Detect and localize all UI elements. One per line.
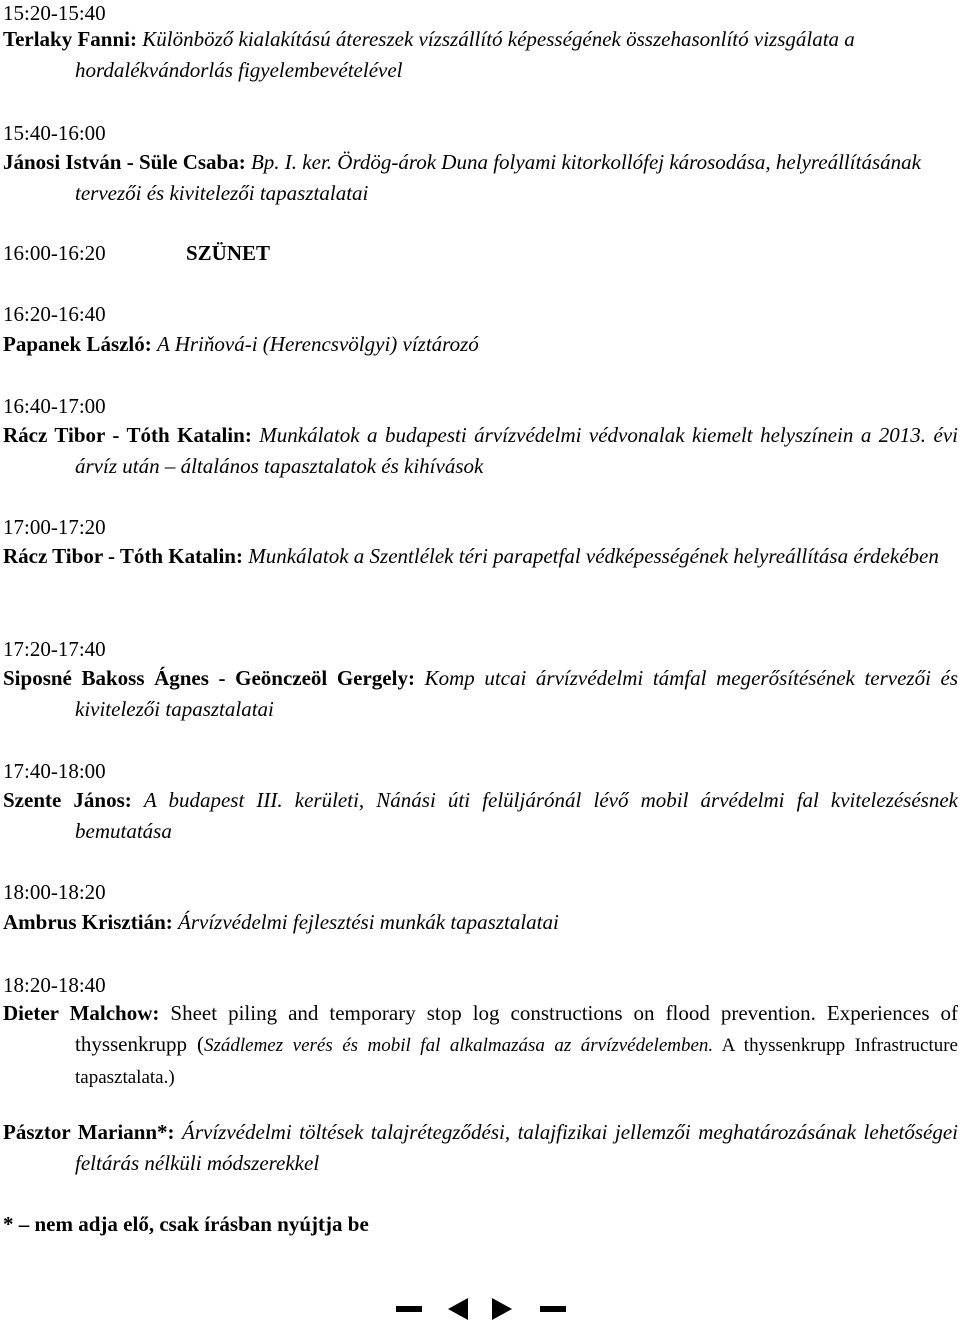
talk-title: Különböző kialakítású átereszek vízszállító képességének összehasonlító vizsgálata a hordalékvándorlás figyelembevételével [75,27,855,82]
pause-label: SZÜNET [186,241,271,265]
session-entry [3,907,958,938]
session-entry [3,1117,958,1179]
talk-title-hungarian: Szádlemez verés és mobil fal alkalmazása az árvízvédelemben. [203,1035,714,1056]
first-page-icon[interactable] [396,1306,422,1312]
session-time: 15:40-16:00 [3,121,106,145]
talk-title: Bp. I. ker. Ördög-árok Duna folyami kitorkollófej károsodása, helyreállításának tervezői és kivitelezői tapasztalatai [75,150,921,205]
pause-time: 16:00-16:20 [3,241,106,265]
talk-title: Árvízvédelmi töltések talajrétegződési, talajfizikai jellemzői meghatározásának lehetőségei feltárás nélküli módszerekkel [75,1120,958,1175]
talk-title: Sheet piling and temporary stop log constructions on flood prevention. Experiences of thyssenkrupp ( [75,1001,959,1056]
session-time: 18:00-18:20 [3,880,106,904]
next-page-icon[interactable] [492,1298,512,1320]
session-entry [3,420,958,482]
session-entry [3,147,958,209]
session-time: 17:20-17:40 [3,637,106,661]
speaker: Jánosi István - Süle Csaba: [3,150,246,174]
speaker: Terlaky Fanni: [3,27,137,51]
session-entry [3,541,958,572]
talk-title: A budapest III. kerületi, Nánási úti felüljárónál lévő mobil árvédelmi fal kvitelezésésnek bemutatása [75,788,958,843]
session-entry [3,785,958,847]
footnote: * – nem adja elő, csak írásban nyújtja be [3,1212,369,1236]
talk-title: A Hriňová-i (Herencsvölgyi) víztározó [157,332,479,356]
session-time: 17:00-17:20 [3,515,106,539]
talk-title: Munkálatok a Szentlélek téri parapetfal védképességének helyreállítása érdekében [248,544,939,568]
previous-page-icon[interactable] [448,1298,468,1320]
session-time: 18:20-18:40 [3,973,106,997]
page-navigation [380,1294,580,1324]
session-time: 17:40-18:00 [3,759,106,783]
session-time: 16:20-16:40 [3,302,106,326]
speaker: Szente János: [3,788,132,812]
speaker: Rácz Tibor - Tóth Katalin: [3,423,252,447]
session-time: 15:20-15:40 [3,1,106,25]
speaker: Ambrus Krisztián: [3,910,173,934]
session-entry [3,998,958,1093]
talk-title: Munkálatok a budapesti árvízvédelmi védvonalak kiemelt helyszínein a 2013. évi árvíz után – általános tapasztalatok és kihívások [75,423,958,478]
talk-title: Komp utcai árvízvédelmi támfal megerősítésének tervezői és kivitelezői tapasztalatai [75,666,959,721]
talk-title: Árvízvédelmi fejlesztési munkák tapasztalatai [178,910,559,934]
speaker: Dieter Malchow: [3,1001,160,1025]
talk-title-suffix: A thyssenkrupp Infrastructure tapasztalata.) [75,1035,958,1088]
speaker: Papanek László: [3,332,152,356]
session-time: 16:40-17:00 [3,394,106,418]
speaker: Siposné Bakoss Ágnes - Geönczeöl Gergely: [3,666,415,690]
speaker: Rácz Tibor - Tóth Katalin: [3,544,243,568]
session-entry [3,663,958,725]
speaker: Pásztor Mariann*: [3,1120,175,1144]
session-entry [3,329,958,360]
session-entry [3,24,958,86]
last-page-icon[interactable] [540,1306,566,1312]
